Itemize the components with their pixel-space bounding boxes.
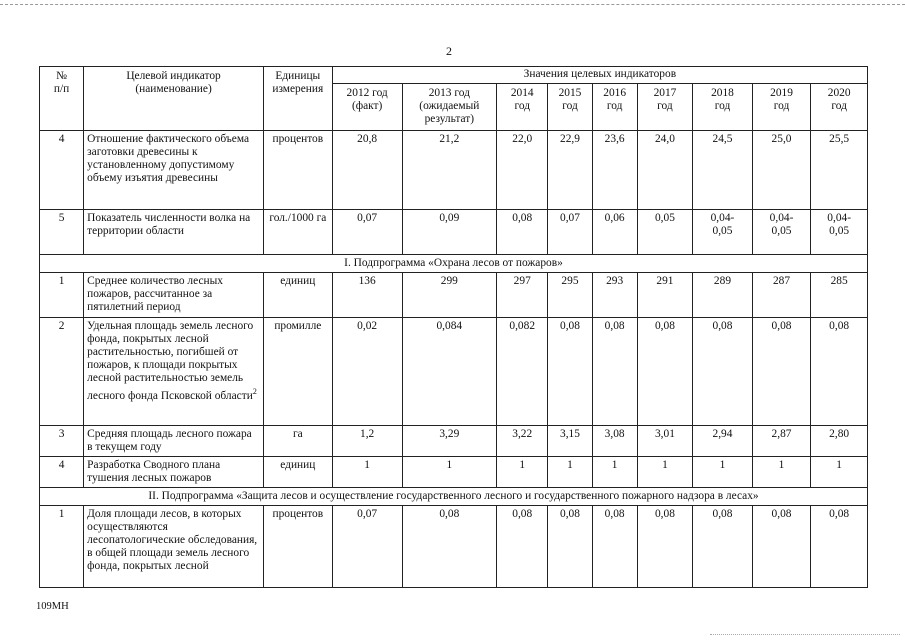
table-row	[40, 273, 868, 318]
value-cell: 21,2	[402, 131, 496, 210]
value-cell: 0,08	[402, 506, 496, 588]
indicator-name	[84, 506, 264, 588]
value-cell: 0,08	[497, 210, 548, 255]
value-cell: 2,94	[693, 426, 753, 457]
header-indicator: Целевой индикатор (наименование)	[84, 67, 264, 131]
section-row	[40, 488, 868, 506]
indicator-name-text: Удельная площадь земель лесного фонда, покрытых лесной растительностью, погибшей от пожаров, к площади покрытых лесной растительностью земель лесного фонда Псковской области	[87, 320, 254, 402]
value-cell: 0,04- 0,05	[811, 210, 868, 255]
header-year: 2019 год	[752, 84, 811, 131]
indicator-name-text: Средняя площадь лесного пожара в текущем году	[87, 428, 252, 453]
value-cell: 23,6	[592, 131, 637, 210]
header-units: Единицы измерения	[263, 67, 332, 131]
indicators-table	[39, 66, 868, 588]
table-body	[40, 131, 868, 588]
header-year: 2018 год	[693, 84, 753, 131]
indicator-name-text: Отношение фактического объема заготовки древесины к установленному допустимому объему изъятия древесины	[87, 133, 250, 184]
value-cell: 0,084	[402, 318, 496, 426]
unit-cell: га	[263, 426, 332, 457]
value-cell: 25,0	[752, 131, 811, 210]
value-cell: 0,08	[637, 506, 692, 588]
value-cell: 3,01	[637, 426, 692, 457]
table-row	[40, 210, 868, 255]
value-cell: 297	[497, 273, 548, 318]
value-cell: 285	[811, 273, 868, 318]
value-cell: 0,08	[693, 506, 753, 588]
value-cell: 20,8	[332, 131, 402, 210]
page-number: 2	[446, 44, 452, 58]
value-cell: 0,04- 0,05	[752, 210, 811, 255]
header-row	[40, 67, 868, 84]
unit-cell: процентов	[263, 131, 332, 210]
value-cell: 0,08	[592, 506, 637, 588]
value-cell: 287	[752, 273, 811, 318]
value-cell: 3,29	[402, 426, 496, 457]
value-cell: 1	[332, 457, 402, 488]
value-cell: 0,08	[811, 318, 868, 426]
indicator-name	[84, 273, 264, 318]
header-num: № п/п	[40, 67, 84, 131]
header-year: 2016 год	[592, 84, 637, 131]
header-year: 2012 год (факт)	[332, 84, 402, 131]
section-title: I. Подпрограмма «Охрана лесов от пожаров»	[40, 255, 868, 273]
value-cell: 0,02	[332, 318, 402, 426]
indicator-name	[84, 131, 264, 210]
value-cell: 0,08	[752, 318, 811, 426]
unit-cell: единиц	[263, 273, 332, 318]
value-cell: 1	[548, 457, 592, 488]
value-cell: 0,08	[752, 506, 811, 588]
row-num: 4	[40, 131, 84, 210]
value-cell: 1	[592, 457, 637, 488]
header-year: 2015 год	[548, 84, 592, 131]
indicator-name-text: Доля площади лесов, в которых осуществляются лесопатологические обследования, в общей площади земель лесного фонда, покрытых лесной	[87, 508, 258, 572]
value-cell: 295	[548, 273, 592, 318]
value-cell: 25,5	[811, 131, 868, 210]
value-cell: 3,15	[548, 426, 592, 457]
value-cell: 24,5	[693, 131, 753, 210]
value-cell: 0,08	[497, 506, 548, 588]
value-cell: 24,0	[637, 131, 692, 210]
indicator-name-text: Показатель численности волка на территории области	[87, 212, 251, 237]
header-values-group: Значения целевых индикаторов	[332, 67, 867, 84]
value-cell: 0,07	[332, 210, 402, 255]
value-cell: 3,08	[592, 426, 637, 457]
header-year: 2013 год (ожидаемый результат)	[402, 84, 496, 131]
value-cell: 299	[402, 273, 496, 318]
value-cell: 1,2	[332, 426, 402, 457]
value-cell: 0,08	[637, 318, 692, 426]
value-cell: 291	[637, 273, 692, 318]
unit-cell: единиц	[263, 457, 332, 488]
value-cell: 1	[637, 457, 692, 488]
value-cell: 0,07	[548, 210, 592, 255]
value-cell: 0,08	[548, 318, 592, 426]
row-num: 4	[40, 457, 84, 488]
table-row	[40, 318, 868, 426]
row-num: 3	[40, 426, 84, 457]
header-year: 2014 год	[497, 84, 548, 131]
table-row	[40, 131, 868, 210]
table-row	[40, 426, 868, 457]
row-num: 1	[40, 506, 84, 588]
section-row	[40, 255, 868, 273]
value-cell: 1	[693, 457, 753, 488]
value-cell: 0,05	[637, 210, 692, 255]
scan-bottom-edge	[710, 634, 900, 635]
header-year: 2017 год	[637, 84, 692, 131]
row-num: 2	[40, 318, 84, 426]
value-cell: 0,08	[693, 318, 753, 426]
table-row	[40, 457, 868, 488]
value-cell: 22,9	[548, 131, 592, 210]
unit-cell: гол./1000 га	[263, 210, 332, 255]
value-cell: 0,09	[402, 210, 496, 255]
row-num: 5	[40, 210, 84, 255]
value-cell: 22,0	[497, 131, 548, 210]
table-header	[40, 67, 868, 131]
footnote-marker: 2	[252, 387, 257, 396]
indicator-name	[84, 457, 264, 488]
value-cell: 0,08	[592, 318, 637, 426]
value-cell: 2,80	[811, 426, 868, 457]
value-cell: 136	[332, 273, 402, 318]
scan-top-edge	[0, 4, 905, 5]
unit-cell: процентов	[263, 506, 332, 588]
indicator-name-text: Разработка Сводного плана тушения лесных пожаров	[87, 459, 221, 484]
indicator-name	[84, 318, 264, 426]
value-cell: 0,08	[811, 506, 868, 588]
value-cell: 1	[402, 457, 496, 488]
indicator-name-text: Среднее количество лесных пожаров, рассчитанное за пятилетний период	[87, 275, 223, 313]
value-cell: 0,082	[497, 318, 548, 426]
value-cell: 289	[693, 273, 753, 318]
indicator-name	[84, 210, 264, 255]
table-row	[40, 506, 868, 588]
value-cell: 0,04- 0,05	[693, 210, 753, 255]
value-cell: 1	[811, 457, 868, 488]
indicator-name	[84, 426, 264, 457]
unit-cell: промилле	[263, 318, 332, 426]
header-year: 2020 год	[811, 84, 868, 131]
value-cell: 3,22	[497, 426, 548, 457]
section-title: II. Подпрограмма «Защита лесов и осуществление государственного лесного и государственного пожарного надзора в лесах»	[40, 488, 868, 506]
value-cell: 2,87	[752, 426, 811, 457]
value-cell: 1	[752, 457, 811, 488]
document-code: 109МН	[36, 601, 69, 612]
value-cell: 0,06	[592, 210, 637, 255]
value-cell: 293	[592, 273, 637, 318]
value-cell: 0,08	[548, 506, 592, 588]
value-cell: 1	[497, 457, 548, 488]
value-cell: 0,07	[332, 506, 402, 588]
row-num: 1	[40, 273, 84, 318]
